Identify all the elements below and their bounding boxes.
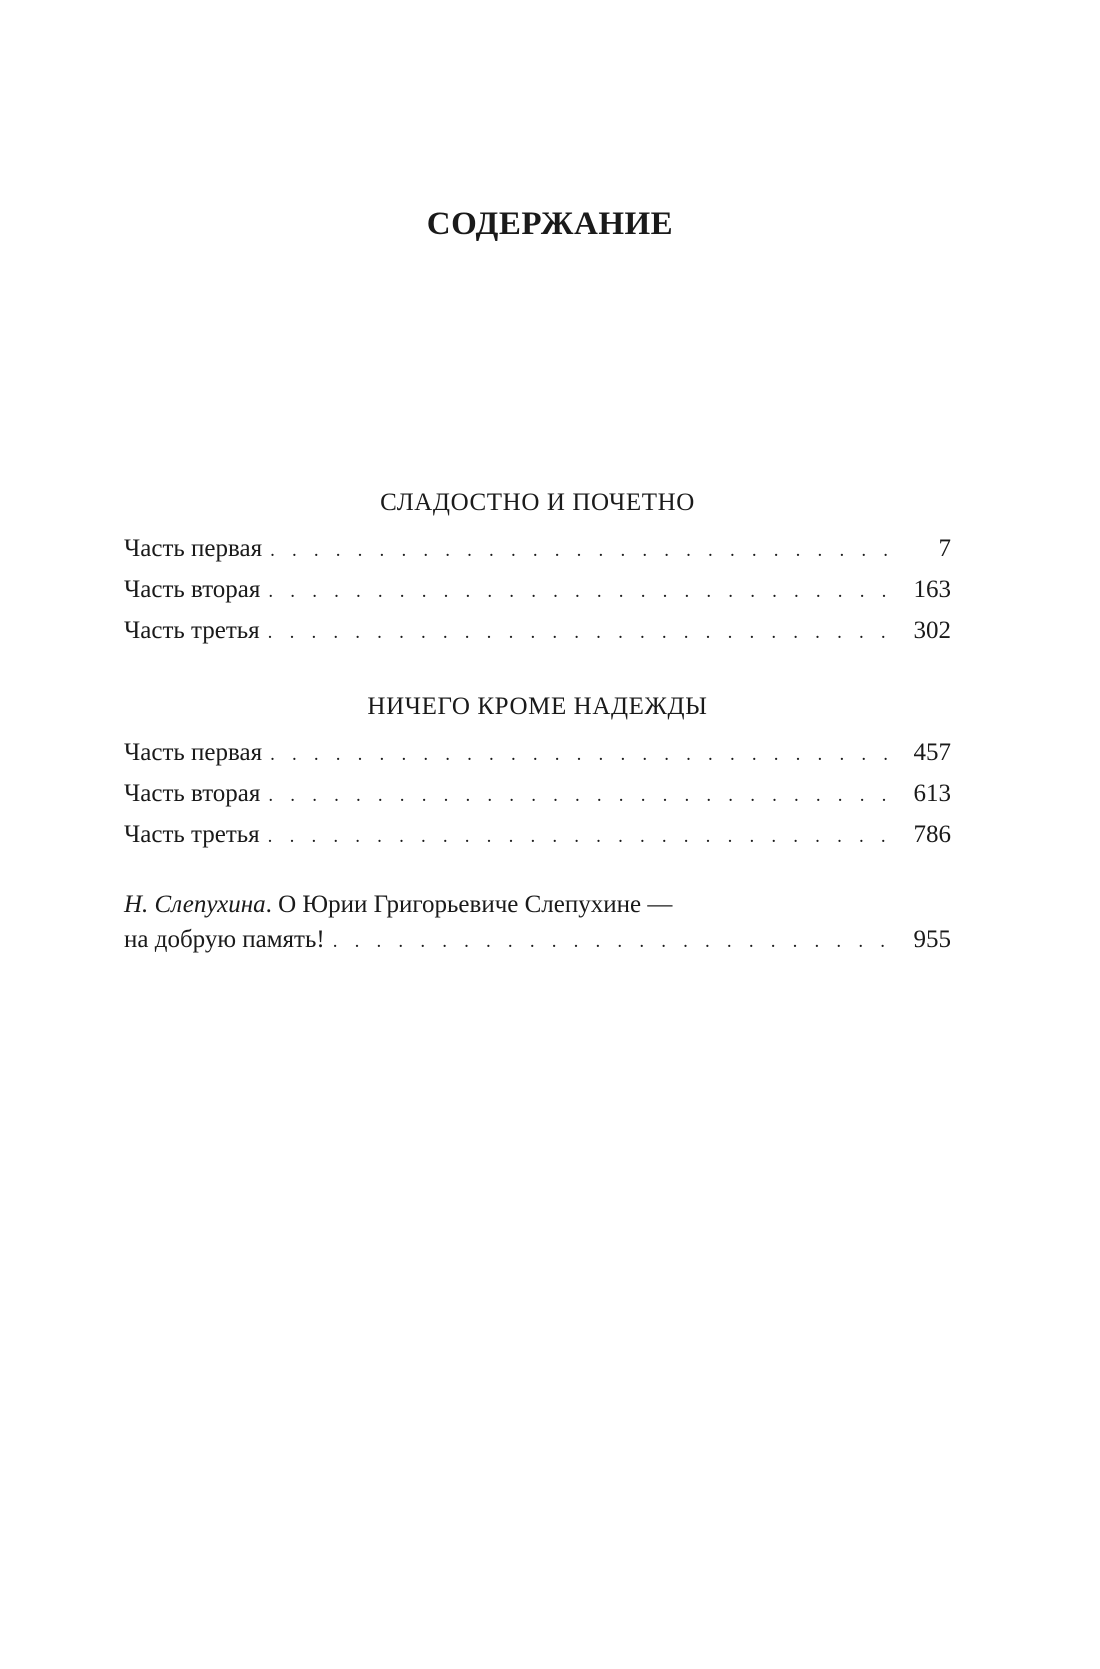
afterword-author: Н. Слепухина — [124, 891, 266, 918]
entry-label: на добрую память! — [124, 926, 325, 953]
entry-page-number: 613 — [913, 780, 951, 807]
table-of-contents — [124, 486, 951, 651]
entry-page-number: 7 — [938, 535, 951, 562]
toc-entry — [124, 814, 951, 855]
afterword-entry — [124, 887, 951, 957]
page-title: СОДЕРЖАНИЕ — [426, 206, 674, 243]
afterword-title-line — [124, 887, 951, 923]
toc-entry — [124, 610, 951, 651]
dot-leader — [268, 775, 897, 816]
entry-page-number: 163 — [913, 576, 951, 603]
afterword-title: . О Юрии Григорьевиче Слепухине — — [265, 891, 673, 918]
entry-page-number: 302 — [913, 617, 951, 644]
entry-label: Часть первая — [124, 739, 263, 766]
dot-leader — [268, 612, 897, 653]
toc-section-1 — [124, 486, 951, 651]
entry-label: Часть вторая — [124, 780, 261, 807]
entry-label: Часть вторая — [124, 576, 261, 603]
entry-page-number: 457 — [913, 739, 951, 766]
table-of-contents-part-2 — [124, 690, 951, 855]
dot-leader — [270, 530, 897, 571]
toc-section-2 — [124, 690, 951, 855]
section-title: СЛАДОСТНО И ПОЧЕТНО — [380, 489, 695, 516]
dot-leader — [268, 816, 897, 857]
entry-label: Часть третья — [124, 821, 260, 848]
toc-entry — [124, 528, 951, 569]
entry-label: Часть третья — [124, 617, 260, 644]
dot-leader — [268, 571, 897, 612]
entry-page-number: 955 — [913, 926, 951, 953]
toc-entry — [124, 923, 951, 957]
toc-entry — [124, 732, 951, 773]
toc-entry — [124, 773, 951, 814]
section-title: НИЧЕГО КРОМЕ НАДЕЖДЫ — [367, 693, 708, 720]
dot-leader — [270, 734, 897, 775]
toc-entry — [124, 569, 951, 610]
dot-leader — [333, 925, 897, 959]
entry-page-number: 786 — [913, 821, 951, 848]
entry-label: Часть первая — [124, 535, 263, 562]
